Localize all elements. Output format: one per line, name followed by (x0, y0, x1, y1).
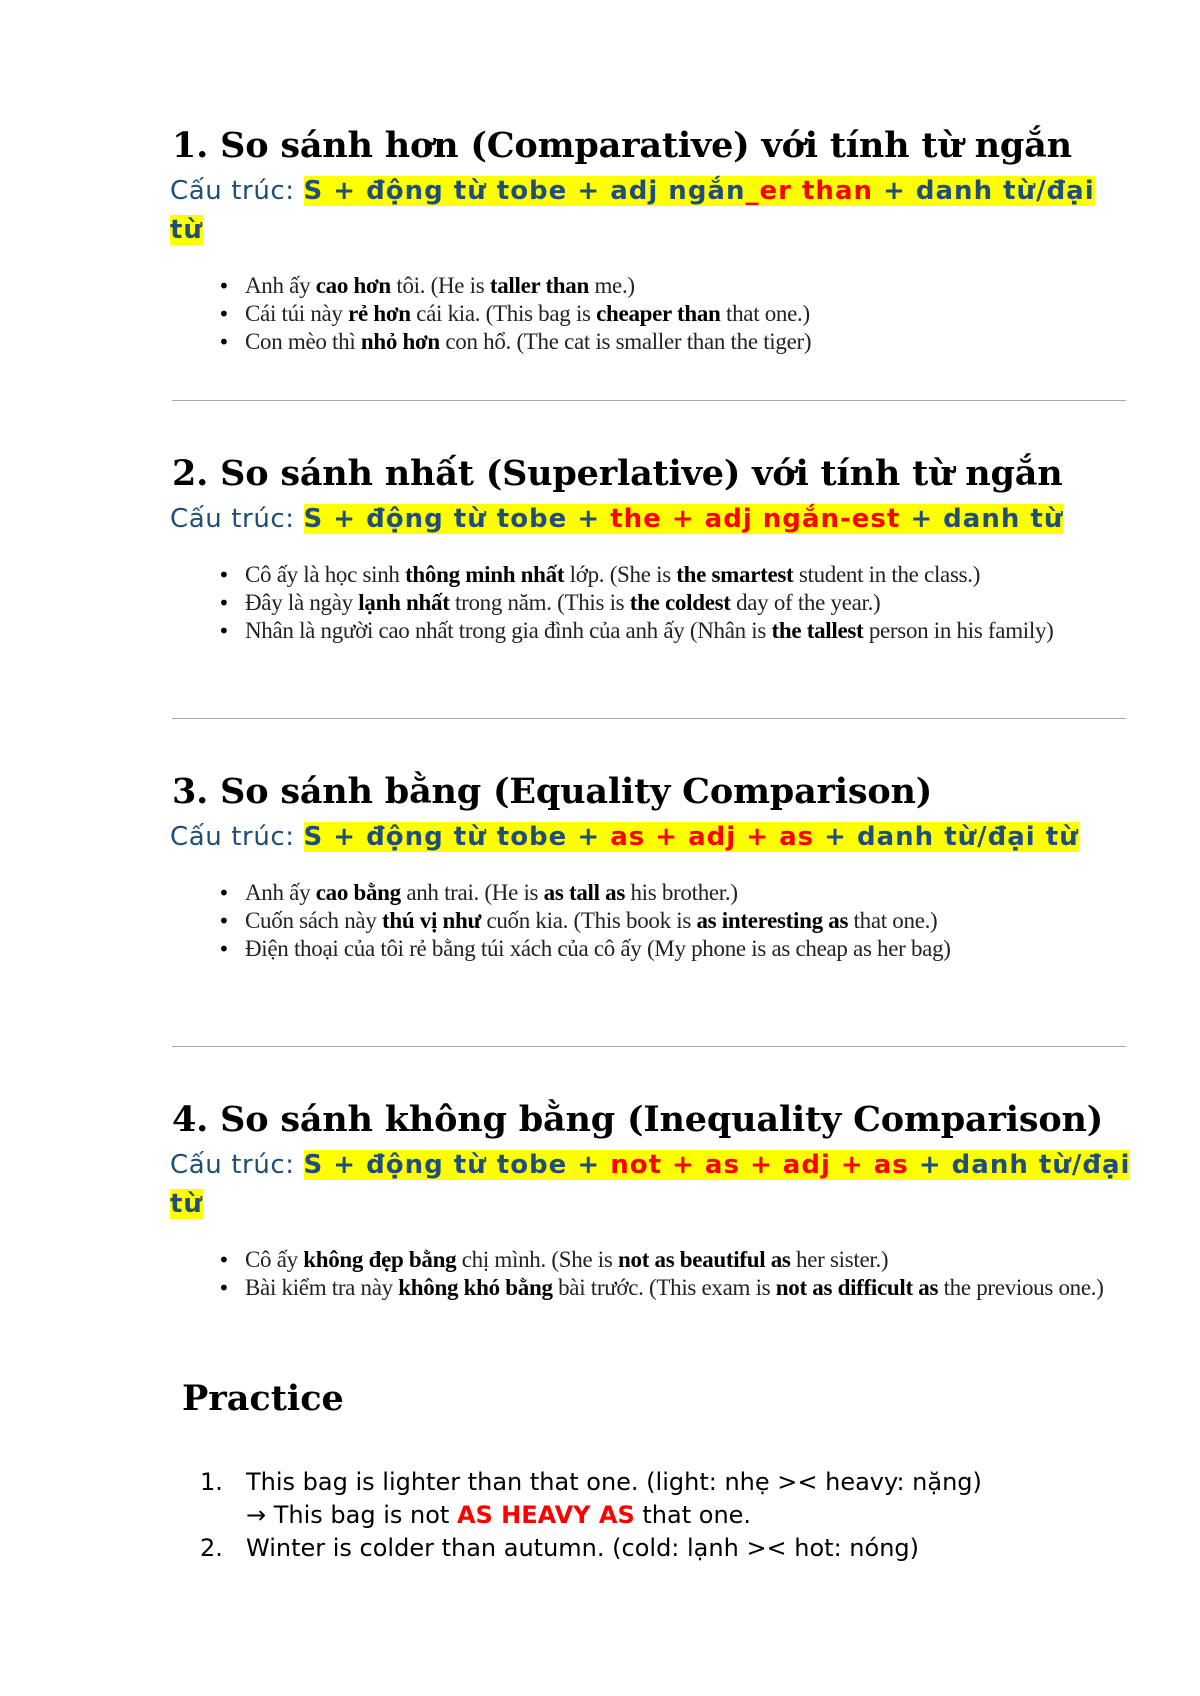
list-item: • Nhân là người cao nhất trong gia đình của anh ấy (Nhân is the tallest person in his family) (172, 617, 1105, 645)
section-heading: 2. So sánh nhất (Superlative) với tính từ ngắn (172, 453, 1063, 494)
item-number: 2. (200, 1534, 223, 1562)
practice-answer: → This bag is not AS HEAVY AS that one. (246, 1501, 752, 1529)
structure-line (170, 818, 1132, 857)
list-item: • Đây là ngày lạnh nhất trong năm. (This is the coldest day of the year.) (172, 589, 1105, 617)
formula-highlight: not + as + adj + as (610, 1150, 909, 1180)
list-item: • Con mèo thì nhỏ hơn con hổ. (The cat is smaller than the tiger) (172, 328, 1105, 356)
formula-highlight: _er than (745, 176, 874, 206)
formula-part: + danh từ (900, 504, 1064, 534)
list-item: • Bài kiểm tra này không khó bằng bài trước. (This exam is not as difficult as the previous one.) (172, 1274, 1105, 1302)
section-divider (172, 1046, 1126, 1047)
structure-formula (170, 176, 1095, 245)
list-item: • Cô ấy là học sinh thông minh nhất lớp. (She is the smartest student in the class.) (172, 561, 1105, 589)
item-number: 1. (200, 1468, 223, 1496)
formula-part: + danh từ/đại từ (170, 176, 1095, 245)
list-item: • Cuốn sách này thú vị như cuốn kia. (This book is as interesting as that one.) (172, 907, 1105, 935)
formula-highlight: the + adj ngắn-est (610, 504, 901, 534)
formula-part: + danh từ/đại từ (814, 822, 1079, 852)
formula-part: + danh từ/đại từ (170, 1150, 1131, 1219)
practice-question: Winter is colder than autumn. (cold: lạnh >< hot: nóng) (246, 1534, 920, 1562)
example-list (172, 1246, 1132, 1302)
example-list (172, 561, 1132, 645)
structure-label: Cấu trúc: (170, 504, 304, 534)
structure-label: Cấu trúc: (170, 822, 304, 852)
practice-list (200, 1466, 1146, 1565)
practice-item (200, 1532, 1146, 1565)
example-list (172, 879, 1132, 963)
section-heading: 3. So sánh bằng (Equality Comparison) (172, 771, 933, 812)
structure-formula (304, 504, 1064, 534)
section-superlative (172, 452, 1132, 645)
structure-line (170, 172, 1132, 250)
structure-label: Cấu trúc: (170, 1150, 304, 1180)
list-item: • Cái túi này rẻ hơn cái kia. (This bag is cheaper than that one.) (172, 300, 1105, 328)
section-comparative (172, 124, 1132, 356)
formula-part: S + động từ tobe + (303, 822, 611, 852)
structure-label: Cấu trúc: (170, 176, 304, 206)
practice-item (200, 1466, 1146, 1532)
practice-heading: Practice (182, 1378, 344, 1419)
example-list (172, 272, 1132, 356)
section-equality (172, 770, 1132, 963)
formula-highlight: as + adj + as (610, 822, 815, 852)
list-item: • Cô ấy không đẹp bằng chị mình. (She is not as beautiful as her sister.) (172, 1246, 1105, 1274)
structure-formula (304, 822, 1079, 852)
structure-line (170, 1146, 1132, 1224)
formula-part: S + động từ tobe + (303, 504, 611, 534)
section-heading: 1. So sánh hơn (Comparative) với tính từ ngắn (172, 125, 1072, 166)
answer-highlight: AS HEAVY AS (456, 1501, 635, 1529)
formula-part: S + động từ tobe + (303, 1150, 611, 1180)
practice-question: This bag is lighter than that one. (light: nhẹ >< heavy: nặng) (246, 1468, 982, 1496)
structure-line (170, 500, 1132, 539)
section-heading: 4. So sánh không bằng (Inequality Comparison) (172, 1099, 1104, 1140)
formula-part: S + động từ tobe + adj ngắn (303, 176, 746, 206)
list-item: • Điện thoại của tôi rẻ bằng túi xách của cô ấy (My phone is as cheap as her bag) (172, 935, 1105, 963)
list-item: • Anh ấy cao hơn tôi. (He is taller than me.) (172, 272, 1105, 300)
structure-formula (170, 1150, 1130, 1219)
section-divider (172, 718, 1126, 719)
section-inequality (172, 1098, 1132, 1302)
section-divider (172, 400, 1126, 401)
list-item: • Anh ấy cao bằng anh trai. (He is as tall as his brother.) (172, 879, 1105, 907)
